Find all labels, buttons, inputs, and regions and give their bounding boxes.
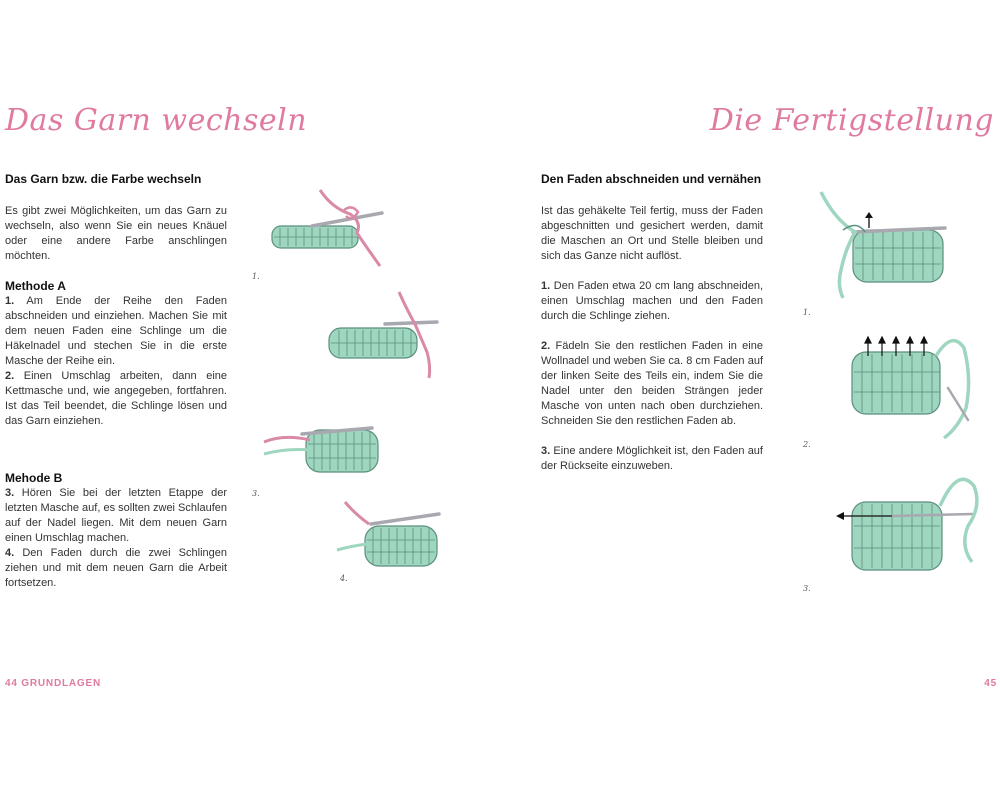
finish-step-3: 3. Eine andere Möglichkeit ist, den Faden auf der Rückseite einzuweben. <box>541 445 763 472</box>
right-text-column <box>541 172 763 489</box>
illustration-left-3 <box>262 420 387 480</box>
illustration-left-4 <box>335 500 445 570</box>
section-heading-right: Den Faden abschneiden und vernähen <box>541 172 762 186</box>
illustration-right-2 <box>848 328 978 443</box>
finish-step-2: 2. Fädeln Sie den restlichen Faden in eine Wollnadel und weben Sie ca. 8 cm Faden auf der linken Seite des Teils ein, indem Sie die Nadel unter den beiden Strängen jeder Masche von unten nach oben durchziehen. Schneiden Sie den restlichen Faden ab. <box>541 340 763 427</box>
left-text-column <box>5 172 227 606</box>
method-a-step-1: 1. Am Ende der Reihe den Faden abschneiden und einziehen. Machen Sie mit dem neuen Faden eine Schlinge um die Häkelnadel und stechen Sie in die erste Masche der Reihe ein. <box>5 295 227 367</box>
section-heading-left: Das Garn bzw. die Farbe wechseln <box>5 172 202 186</box>
illustration-right-3 <box>832 466 982 576</box>
page-title-right: Die Fertigstellung <box>709 103 994 138</box>
method-b-heading: Mehode B <box>5 471 63 485</box>
figure-label-left-3: 3. <box>252 489 260 498</box>
finish-step-1: 1. Den Faden etwa 20 cm lang abschneiden, einen Umschlag machen und den Faden durch die Schlinge ziehen. <box>541 280 764 322</box>
intro-paragraph-left: Es gibt zwei Möglichkeiten, um das Garn zu wechseln, also wenn Sie ein neues Knäuel oder eine andere Farbe anschlingen möchten. <box>5 205 227 262</box>
figure-label-left-4: 4. <box>340 574 348 583</box>
method-b-step-4: 4. Den Faden durch die zwei Schlingen ziehen und mit dem neuen Garn die Arbeit fortsetzen. <box>5 547 227 589</box>
method-a-heading: Methode A <box>5 279 66 293</box>
intro-paragraph-right: Ist das gehäkelte Teil fertig, muss der Faden abgeschnitten und gesichert werden, damit die Maschen an Ort und Stelle bleiben und sich das Ganze nicht auflöst. <box>541 205 763 262</box>
figure-label-right-1: 1. <box>803 308 811 317</box>
arrow-up-icon <box>865 212 873 228</box>
illustration-right-1 <box>815 190 950 300</box>
figure-label-right-2: 2. <box>803 440 811 449</box>
folio-right: 45 <box>984 678 997 689</box>
method-b-step-3: 3. Hören Sie bei der letzten Etappe der letzten Masche auf, es sollten zwei Schlaufen auf der Nadel liegen. Mit dem neuen Garn einen Umschlag machen. <box>5 487 227 544</box>
method-a-step-2: 2. Einen Umschlag arbeiten, dann eine Kettmasche und, wie angegeben, fortfahren. Ist das Teil beendet, die Schlinge lösen und das Garn einziehen. <box>5 370 227 427</box>
figure-label-right-3: 3. <box>803 584 811 593</box>
page-title-left: Das Garn wechseln <box>5 103 308 138</box>
illustration-left-2 <box>325 290 445 380</box>
folio-left: 44 GRUNDLAGEN <box>5 678 101 689</box>
figure-label-left-1: 1. <box>252 272 260 281</box>
illustration-left-1 <box>262 188 392 268</box>
